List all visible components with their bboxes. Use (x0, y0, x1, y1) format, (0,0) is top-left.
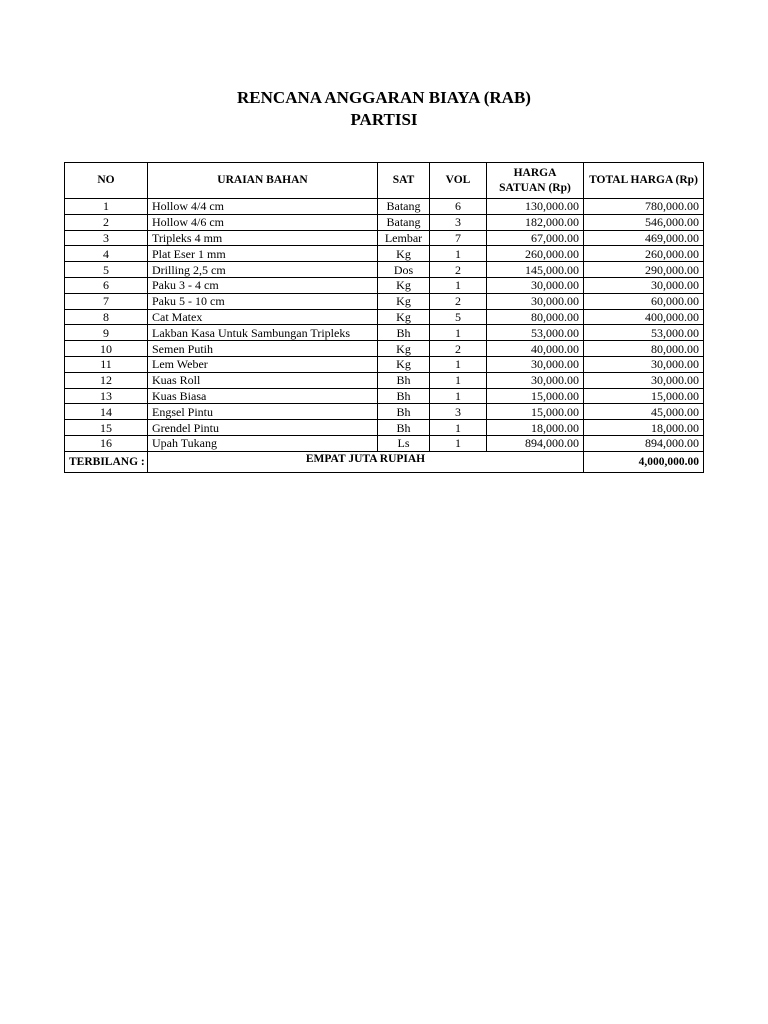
cell-total-harga: 780,000.00 (584, 199, 704, 215)
cell-vol: 1 (430, 420, 487, 436)
table-row (65, 293, 704, 309)
cell-harga-satuan: 40,000.00 (487, 341, 584, 357)
cell-no: 14 (65, 404, 148, 420)
cell-total-harga: 546,000.00 (584, 214, 704, 230)
table-row (65, 262, 704, 278)
cell-uraian-bahan: Hollow 4/6 cm (148, 214, 378, 230)
cell-total-harga: 53,000.00 (584, 325, 704, 341)
cell-vol: 1 (430, 372, 487, 388)
cell-no: 1 (65, 199, 148, 215)
cell-sat: Lembar (378, 230, 430, 246)
header-vol: VOL (430, 163, 487, 199)
cell-harga-satuan: 30,000.00 (487, 372, 584, 388)
cell-no: 2 (65, 214, 148, 230)
table-row (65, 356, 704, 372)
cell-vol: 6 (430, 199, 487, 215)
cell-harga-satuan: 182,000.00 (487, 214, 584, 230)
cell-uraian-bahan: Semen Putih (148, 341, 378, 357)
cell-harga-satuan: 67,000.00 (487, 230, 584, 246)
table-row (65, 325, 704, 341)
terbilang-label: TERBILANG : (65, 451, 148, 472)
cell-total-harga: 15,000.00 (584, 388, 704, 404)
cell-no: 12 (65, 372, 148, 388)
cell-vol: 1 (430, 325, 487, 341)
cell-sat: Bh (378, 420, 430, 436)
rab-table (64, 162, 704, 473)
header-no: NO (65, 163, 148, 199)
table-row (65, 309, 704, 325)
cell-uraian-bahan: Upah Tukang (148, 435, 378, 451)
table-row (65, 341, 704, 357)
cell-uraian-bahan: Cat Matex (148, 309, 378, 325)
cell-vol: 2 (430, 341, 487, 357)
cell-no: 8 (65, 309, 148, 325)
cell-uraian-bahan: Paku 3 - 4 cm (148, 277, 378, 293)
cell-harga-satuan: 80,000.00 (487, 309, 584, 325)
cell-total-harga: 60,000.00 (584, 293, 704, 309)
grand-total: 4,000,000.00 (584, 451, 704, 472)
cell-uraian-bahan: Lakban Kasa Untuk Sambungan Tripleks (148, 325, 378, 341)
cell-total-harga: 469,000.00 (584, 230, 704, 246)
cell-no: 4 (65, 246, 148, 262)
header-sat: SAT (378, 163, 430, 199)
cell-total-harga: 30,000.00 (584, 356, 704, 372)
cell-no: 6 (65, 277, 148, 293)
cell-uraian-bahan: Kuas Biasa (148, 388, 378, 404)
cell-sat: Bh (378, 404, 430, 420)
cell-vol: 1 (430, 388, 487, 404)
table-row (65, 230, 704, 246)
header-uraian-bahan: URAIAN BAHAN (148, 163, 378, 199)
cell-sat: Dos (378, 262, 430, 278)
cell-uraian-bahan: Hollow 4/4 cm (148, 199, 378, 215)
table-row (65, 214, 704, 230)
cell-sat: Kg (378, 341, 430, 357)
cell-sat: Bh (378, 388, 430, 404)
cell-harga-satuan: 145,000.00 (487, 262, 584, 278)
cell-total-harga: 894,000.00 (584, 435, 704, 451)
cell-sat: Bh (378, 325, 430, 341)
total-row (65, 451, 704, 472)
header-total-harga: TOTAL HARGA (Rp) (584, 163, 704, 199)
table-row (65, 372, 704, 388)
table-row (65, 388, 704, 404)
header-harga-satuan: HARGA SATUAN (Rp) (487, 163, 584, 199)
cell-harga-satuan: 30,000.00 (487, 277, 584, 293)
cell-harga-satuan: 15,000.00 (487, 388, 584, 404)
cell-vol: 1 (430, 246, 487, 262)
cell-harga-satuan: 894,000.00 (487, 435, 584, 451)
cell-vol: 1 (430, 435, 487, 451)
document-subtitle: PARTISI (350, 110, 418, 129)
table-header-row (65, 163, 704, 199)
cell-total-harga: 30,000.00 (584, 277, 704, 293)
cell-sat: Kg (378, 293, 430, 309)
cell-harga-satuan: 15,000.00 (487, 404, 584, 420)
cell-total-harga: 45,000.00 (584, 404, 704, 420)
cell-uraian-bahan: Paku 5 - 10 cm (148, 293, 378, 309)
cell-no: 5 (65, 262, 148, 278)
cell-vol: 5 (430, 309, 487, 325)
cell-no: 9 (65, 325, 148, 341)
table-body (65, 199, 704, 452)
cell-total-harga: 260,000.00 (584, 246, 704, 262)
cell-total-harga: 30,000.00 (584, 372, 704, 388)
cell-harga-satuan: 30,000.00 (487, 293, 584, 309)
cell-uraian-bahan: Kuas Roll (148, 372, 378, 388)
cell-uraian-bahan: Engsel Pintu (148, 404, 378, 420)
table-row (65, 435, 704, 451)
cell-no: 7 (65, 293, 148, 309)
cell-no: 3 (65, 230, 148, 246)
document-title: RENCANA ANGGARAN BIAYA (RAB) (237, 88, 531, 107)
cell-sat: Bh (378, 372, 430, 388)
cell-vol: 7 (430, 230, 487, 246)
cell-sat: Ls (378, 435, 430, 451)
cell-sat: Kg (378, 309, 430, 325)
document-header (0, 87, 768, 131)
table-row (65, 199, 704, 215)
cell-sat: Batang (378, 214, 430, 230)
table-row (65, 404, 704, 420)
cell-no: 10 (65, 341, 148, 357)
cell-vol: 2 (430, 262, 487, 278)
cell-uraian-bahan: Lem Weber (148, 356, 378, 372)
cell-harga-satuan: 130,000.00 (487, 199, 584, 215)
cell-total-harga: 400,000.00 (584, 309, 704, 325)
cell-total-harga: 18,000.00 (584, 420, 704, 436)
cell-vol: 1 (430, 356, 487, 372)
cell-no: 15 (65, 420, 148, 436)
cell-harga-satuan: 260,000.00 (487, 246, 584, 262)
cell-sat: Kg (378, 277, 430, 293)
cell-uraian-bahan: Drilling 2,5 cm (148, 262, 378, 278)
cell-sat: Batang (378, 199, 430, 215)
cell-harga-satuan: 30,000.00 (487, 356, 584, 372)
cell-uraian-bahan: Tripleks 4 mm (148, 230, 378, 246)
cell-vol: 1 (430, 277, 487, 293)
cell-sat: Kg (378, 356, 430, 372)
cell-harga-satuan: 53,000.00 (487, 325, 584, 341)
cell-no: 13 (65, 388, 148, 404)
table-row (65, 420, 704, 436)
cell-no: 16 (65, 435, 148, 451)
table-row (65, 277, 704, 293)
cell-total-harga: 80,000.00 (584, 341, 704, 357)
table-row (65, 246, 704, 262)
cell-total-harga: 290,000.00 (584, 262, 704, 278)
cell-vol: 3 (430, 404, 487, 420)
terbilang-words: EMPAT JUTA RUPIAH (148, 451, 584, 472)
cell-vol: 2 (430, 293, 487, 309)
cell-vol: 3 (430, 214, 487, 230)
cell-no: 11 (65, 356, 148, 372)
cell-harga-satuan: 18,000.00 (487, 420, 584, 436)
cell-uraian-bahan: Plat Eser 1 mm (148, 246, 378, 262)
cell-uraian-bahan: Grendel Pintu (148, 420, 378, 436)
cell-sat: Kg (378, 246, 430, 262)
